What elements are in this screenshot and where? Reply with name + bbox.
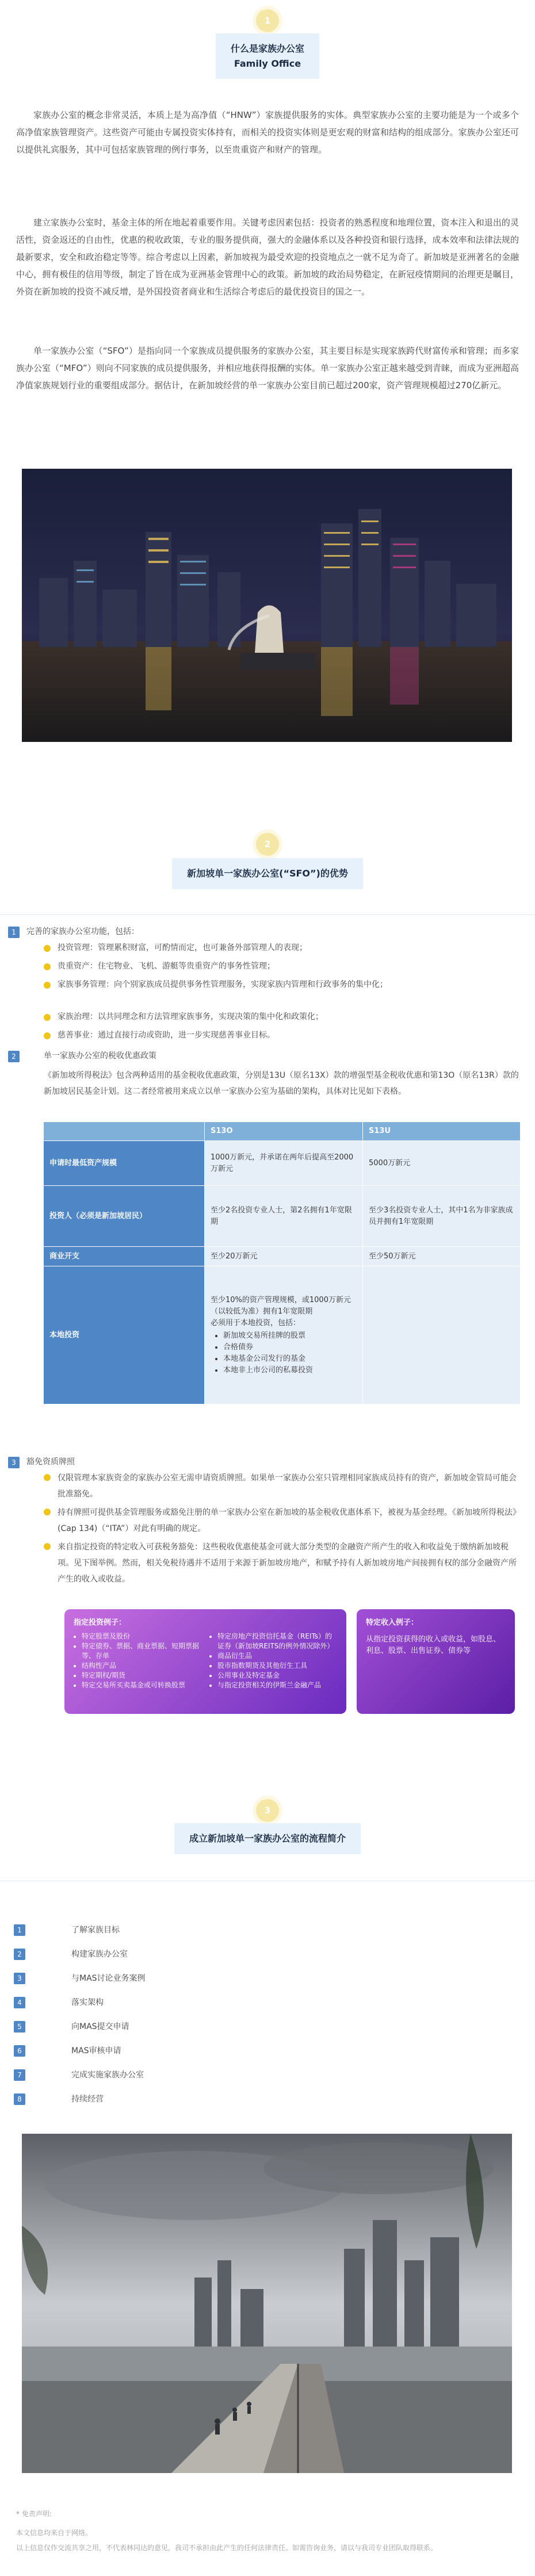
section-title-box — [216, 33, 319, 79]
step-label: MAS审核申请 — [71, 2046, 121, 2056]
row-label: 本地投资 — [44, 1266, 205, 1404]
table-row — [44, 1141, 521, 1186]
list-number-3: 3 — [8, 1457, 20, 1468]
table-cell — [363, 1266, 521, 1404]
section-number-badge — [256, 9, 279, 32]
list-item: 仅限管理本家族资金的家族办公室无需申请资质牌照。如果单一家族办公室只管理相同家族成员持有的资产，新加坡金管局可能会批准豁免。 — [58, 1473, 517, 1499]
day-skyline-illustration — [22, 2134, 512, 2473]
step-number-3: 3 — [14, 1973, 25, 1984]
box-title: 特定收入例子： — [366, 1618, 419, 1627]
section-title: 新加坡单一家族办公室(“SFO”)的优势 — [187, 868, 348, 879]
row-label: 投资人（必须是新加坡居民） — [44, 1186, 205, 1247]
section-number: 3 — [264, 1805, 271, 1816]
table-cell: 1000万新元，并承诺在两年后提高至2000万新元 — [205, 1141, 363, 1186]
bullet-icon — [44, 963, 51, 970]
paragraph: 建立家族办公室时，基金主体的所在地起着重要作用。关键考虑因素包括：投资者的熟悉程度和地理位置，资本注入和退出的灵活性，资金返还的自由性，优惠的税收政策，专业的服务提供商，强大的金融体系以及各种投资和银行选择，成本效率和法律法规的最新要求，安全和政治稳定等等。综合考虑以上因素，新加坡视为最受欢迎的投资地点之一就不足为奇了。新加坡是亚洲著名的金融中心，拥有极佳的信用等级，制定了旨在成为亚洲基金管理中心的政策。新加坡的政治局势稳定，在新冠疫情期间的治理更是瞩目，外资在新加坡的投资不减反增，是外国投资者商业和生活综合考虑后的最优投资目的国之一。 — [16, 217, 519, 297]
box-list — [209, 1632, 337, 1690]
bullet-icon — [44, 1509, 51, 1515]
bullet-icon — [44, 1543, 51, 1550]
specified-income-box — [357, 1609, 515, 1714]
step-label: 完成实施家族办公室 — [71, 2070, 144, 2080]
section-title-cn: 什么是家族办公室 — [230, 43, 305, 54]
box-list-item: • 股市指数期货及其他衍生工具 — [217, 1661, 337, 1671]
section-title-box — [174, 1823, 361, 1854]
box-text: 从指定投资获得的收入或收益，如股息、利息、股票、出售证券、债券等 — [366, 1635, 501, 1655]
row-label: 商业开支 — [44, 1247, 205, 1266]
step-number-8: 8 — [14, 2093, 25, 2105]
box-list-item: • 特定房地产投资信托基金（REITs）的证券（新加坡REITS的例外情况除外） — [217, 1632, 337, 1651]
step-number-4: 4 — [14, 1997, 25, 2008]
cell-list-item: • 合格债券 — [223, 1342, 357, 1353]
step-label: 了解家族目标 — [71, 1926, 120, 1935]
step-number-7: 7 — [14, 2069, 25, 2081]
bullet-icon — [44, 1474, 51, 1481]
table-header-cell — [44, 1122, 205, 1141]
section-title: 成立新加坡单一家族办公室的流程简介 — [189, 1833, 346, 1844]
table-cell: 至少20万新元 — [205, 1247, 363, 1266]
box-list-item: • 特定股票及股份 — [82, 1632, 201, 1641]
box-list-item: • 特定交易所买卖基金或可转换股票 — [82, 1681, 201, 1690]
paragraph: 家族办公室的概念非常灵活，本质上是为高净值（“HNW”）家族提供服务的实体。典型家族办公室的主要功能是为一个或多个高净值家族管理资产。这些资产可能由专属投资实体持有，而相关的投资实体则是更宏观的财富和结构的组成部分。家族办公室还可以提供礼宾服务，其中可包括家族管理的例行事务，以至贵重资产和财产的管理。 — [16, 110, 519, 155]
point-text: 《新加坡所得税法》包含两种适用的基金税收优惠政策，分别是13U（原名13X）款的增强型基金税收优惠和第13O（原名13R）款的新加坡居民基金计划。这二者经常被用来成立以单一家族办公室为基础的架构，具体对比见如下表格。 — [44, 1071, 519, 1096]
table-cell: 至少3名投资专业人士，其中1名为非家族成员并拥有1年宽限期 — [363, 1186, 521, 1247]
table-cell: 至少50万新元 — [363, 1247, 521, 1266]
point-title: 完善的家族办公室功能，包括： — [26, 927, 139, 936]
section-number: 1 — [264, 16, 271, 26]
step-label: 向MAS提交申请 — [71, 2022, 129, 2031]
step-number-2: 2 — [14, 1949, 25, 1960]
cell-list — [211, 1330, 357, 1376]
step-number-1: 1 — [14, 1924, 25, 1936]
section-number-badge — [256, 1799, 279, 1822]
point-title: 豁免资质牌照 — [26, 1457, 75, 1467]
box-columns — [74, 1632, 337, 1690]
singapore-night-photo — [22, 469, 512, 742]
point-title: 单一家族办公室的税收优惠政策 — [44, 1051, 156, 1061]
table-header-cell: S13O — [205, 1122, 363, 1141]
list-item: 来自指定投资的特定收入可获税务豁免：这些税收优惠使基金可就大部分类型的金融资产所产生的收入和收益免于缴纳新加坡税项。见下图举例。然而，相关免税待遇并不适用于来源于新加坡房地产，和赋予持有人新加坡房地产间接拥有权的部分金融资产所产生的收入或收益。 — [58, 1542, 517, 1584]
night-skyline-illustration — [22, 469, 512, 742]
step-number-6: 6 — [14, 2045, 25, 2057]
table-cell: 5000万新元 — [363, 1141, 521, 1186]
comparison-table — [43, 1122, 521, 1404]
table-row — [44, 1247, 521, 1266]
list-item: 慈善事业：通过直接行动或资助，进一步实现慈善事业目标。 — [58, 1031, 275, 1040]
box-list — [74, 1632, 201, 1690]
box-list-item: • 商品衍生品 — [217, 1651, 337, 1661]
box-list-item: • 与指定投资相关的伊斯兰金融产品 — [217, 1681, 337, 1690]
bullet-icon — [44, 982, 51, 989]
list-item: 持有牌照可提供基金管理服务或豁免注册的单一家族办公室在新加坡的基金税收优惠体系下，被视为基金经理。《新加坡所得税法》(Cap 134)（“ITA”）对此有明确的规定。 — [58, 1508, 517, 1533]
step-label: 持续经营 — [71, 2095, 104, 2104]
table-row — [44, 1186, 521, 1247]
box-list-item: • 结构性产品 — [82, 1661, 201, 1671]
list-item: 家族事务管理：向个别家族成员提供事务性管理服务，实现家族内管理和行政事务的集中化； — [58, 980, 388, 989]
section-title-box — [172, 858, 363, 889]
cell-intro: 至少10%的资产管理规模，或1000万新元（以较低为准）拥有1年宽限期 必须用于本地投资，包括： — [211, 1295, 351, 1327]
bullet-icon — [44, 945, 51, 952]
cell-list-item: • 新加坡交易所挂牌的股票 — [223, 1330, 357, 1342]
box-list-item: • 特定期权/期货 — [82, 1671, 201, 1681]
divider — [0, 914, 535, 915]
bullet-icon — [44, 1032, 51, 1039]
table-cell — [205, 1266, 363, 1404]
box-list-item: • 公用事业及特定基金 — [217, 1671, 337, 1681]
designated-investments-box — [64, 1609, 346, 1714]
disclaimer-line: 本文信息均来自于网络。 — [16, 2529, 93, 2537]
step-label: 构建家族办公室 — [71, 1950, 128, 1959]
row-label: 申请时最低资产规模 — [44, 1141, 205, 1186]
list-number-1: 1 — [8, 927, 20, 938]
step-number-5: 5 — [14, 2021, 25, 2033]
list-number-2: 2 — [8, 1051, 20, 1062]
box-list-item: • 特定债券、票据、商业票据、短期票据等、存单 — [82, 1641, 201, 1661]
table-header-cell: S13U — [363, 1122, 521, 1141]
disclaimer-title: * 免责声明: — [16, 2510, 52, 2518]
singapore-day-photo — [22, 2134, 512, 2473]
cell-list-item: • 本地基金公司发行的基金 — [223, 1353, 357, 1365]
list-item: 贵重资产：住宅物业、飞机、游艇等贵重资产的事务性管理； — [58, 962, 275, 971]
bullet-icon — [44, 1014, 51, 1021]
list-item: 投资管理：管理累积财富，可酌情而定，也可兼备外部管理人的表现； — [58, 943, 307, 952]
table-cell: 至少2名投资专业人士，第2名拥有1年宽限期 — [205, 1186, 363, 1247]
table-row — [44, 1266, 521, 1404]
section-number: 2 — [264, 839, 271, 849]
list-item: 家族治理：以共同理念和方法管理家族事务，实现决策的集中化和政策化； — [58, 1012, 323, 1021]
section-number-badge — [256, 833, 279, 856]
box-title: 指定投资例子： — [74, 1618, 127, 1627]
section-title-en: Family Office — [234, 58, 301, 69]
disclaimer-line: 以上信息仅作交流共享之用，不代表林同达的意见，我司不承担由此产生的任何法律责任。如需咨询业务，请以与我司专业团队取得联系。 — [16, 2544, 438, 2552]
paragraph: 单一家族办公室（“SFO”）是指向同一个家族成员提供服务的家族办公室，其主要目标是实现家族跨代财富传承和管理；而多家族办公室（“MFO”）则向不同家族的成员提供服务，并相应地获得报酬的实体。单一家族办公室正越来越受到青睐，而成为亚洲超高净值家族规划行业的重要组成部分。据估计，在新加坡经营的单一家族办公室目前已超过200家，资产管理规模超过270亿新元。 — [16, 346, 519, 391]
cell-list-item: • 本地非上市公司的私募投资 — [223, 1365, 357, 1376]
table-header-row — [44, 1122, 521, 1141]
step-label: 落实架构 — [71, 1998, 104, 2007]
step-label: 与MAS讨论业务案例 — [71, 1974, 146, 1983]
